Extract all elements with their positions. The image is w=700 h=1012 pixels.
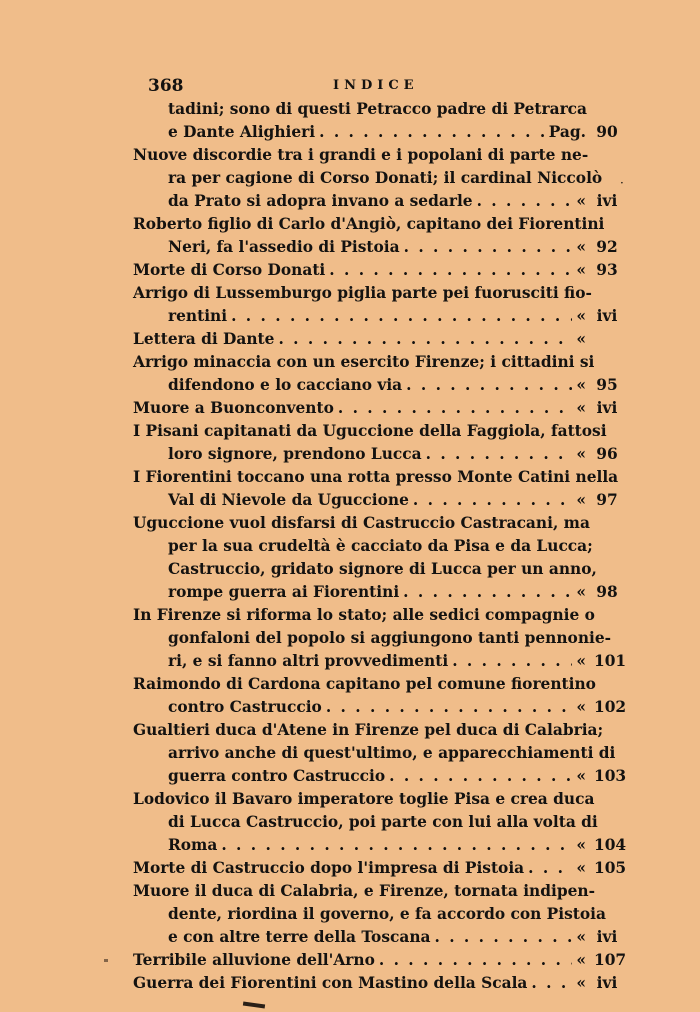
index-entry: Val di Nievole da Uguccione . . . « [168,491,590,513]
index-line: Muore il duca di Calabria, e Firenze, tornata indipen- [133,882,595,900]
entry-page-ref: ivi [596,192,618,210]
entry-page-ref: 90 [596,123,618,141]
index-entry: Terribile alluvione dell'Arno . . . « [133,951,590,973]
index-entry: Roma . . . « [168,836,590,858]
entry-page-ref: 93 [596,261,618,279]
index-entry: Lettera di Dante . . . « [133,330,590,352]
entry-page-ref: ivi [596,399,618,417]
index-entry: rompe guerra ai Fiorentini . . . « [168,583,590,605]
entry-page-ref: ivi [596,974,618,992]
index-entry: Neri, fa l'assedio di Pistoia . . . « [168,238,590,260]
entry-page-ref: 105 [594,859,627,877]
index-entry: ri, e si fanno altri provvedimenti . . . « [168,652,590,674]
margin-mark: · [620,176,624,190]
index-line: Uguccione vuol disfarsi di Castruccio Castracani, ma [133,514,590,532]
index-entry: contro Castruccio . . . « [168,698,590,720]
index-line: arrivo anche di quest'ultimo, e apparecchiamenti di [168,744,616,762]
print-mark [243,1001,265,1008]
index-entry: rentini . . . « [168,307,590,329]
index-line: Raimondo di Cardona capitano pel comune fiorentino [133,675,596,693]
entry-page-ref: 92 [596,238,618,256]
print-speck [104,959,108,962]
index-line: gonfaloni del popolo si aggiungono tanti pennonie- [168,629,612,647]
index-entry: Guerra dei Fiorentini con Mastino della Scala . . . « [133,974,590,996]
index-entry: e Dante Alighieri . . . Pag. [168,123,590,145]
index-entry: Morte di Castruccio dopo l'impresa di Pistoia . . . « [133,859,590,881]
index-line: Lodovico il Bavaro imperatore toglie Pisa e crea duca [133,790,595,808]
entry-page-ref: 103 [594,767,627,785]
index-line: Roberto figlio di Carlo d'Angiò, capitano dei Fiorentini [133,215,605,233]
page-number: 368 [148,76,184,96]
entry-page-ref: ivi [596,307,618,325]
index-entry: Morte di Corso Donati . . . « [133,261,590,283]
entry-page-ref: 104 [594,836,627,854]
index-line: Castruccio, gridato signore di Lucca per un anno, [168,560,597,578]
index-entry: Muore a Buonconvento . . . « [133,399,590,421]
entry-page-ref: 97 [596,491,618,509]
index-line: Arrigo minaccia con un esercito Firenze; i cittadini si [133,353,595,371]
entry-page-ref: 95 [596,376,618,394]
index-entry: guerra contro Castruccio . . . « [168,767,590,789]
index-line: Gualtieri duca d'Atene in Firenze pel duca di Calabria; [133,721,604,739]
entry-page-ref: 102 [594,698,627,716]
running-title: INDICE [333,78,419,93]
index-line: I Fiorentini toccano una rotta presso Monte Catini nella [133,468,619,486]
index-line: ra per cagione di Corso Donati; il cardinal Niccolò [168,169,603,187]
index-line: In Firenze si riforma lo stato; alle sedici compagnie o [133,606,595,624]
index-line: per la sua crudeltà è cacciato da Pisa e da Lucca; [168,537,593,555]
index-line: I Pisani capitanati da Uguccione della Faggiola, fattosi [133,422,607,440]
index-entry: difendono e lo cacciano via . . . « [168,376,590,398]
index-entry: e con altre terre della Toscana . . . « [168,928,590,950]
entry-page-ref: 101 [594,652,627,670]
index-line: tadini; sono di questi Petracco padre di Petrarca [168,100,588,118]
index-entry: da Prato si adopra invano a sedarle . . . « [168,192,590,214]
index-line: dente, riordina il governo, e fa accordo con Pistoia [168,905,606,923]
entry-page-ref: 96 [596,445,618,463]
index-line: Nuove discordie tra i grandi e i popolani di parte ne- [133,146,589,164]
entry-page-ref: 107 [594,951,627,969]
entry-page-ref: 98 [596,583,618,601]
index-line: di Lucca Castruccio, poi parte con lui alla volta di [168,813,598,831]
entry-page-ref: ivi [596,928,618,946]
index-line: Arrigo di Lussemburgo piglia parte pei fuorusciti fio- [133,284,592,302]
index-entry: loro signore, prendono Lucca . . . « [168,445,590,467]
